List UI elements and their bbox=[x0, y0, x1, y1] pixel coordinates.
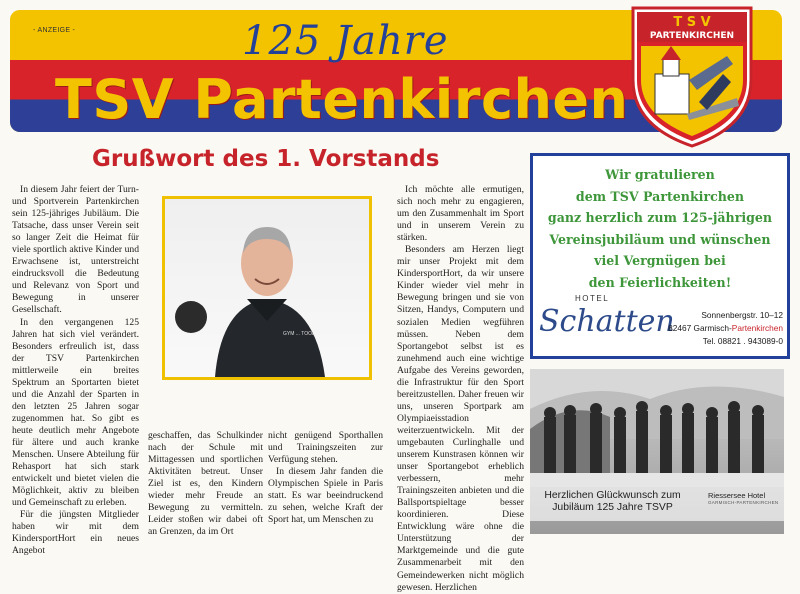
portrait-photo bbox=[162, 196, 372, 380]
club-name-headline: TSV Partenkirchen bbox=[55, 68, 629, 131]
article-paragraph: In den vergangenen 125 Jahren hat sich viel verändert. Besonders erfreulich ist, dass der TSV Partenkirchen mittlerweile ein breites Spektrum an Sportarten bietet und die Anzahl der Sparten in den letzten 25 Jahren sogar zugenommen hat. So gibt es heute deutlich mehr Angebote für ältere und auch kranke Menschen. Unsere Abteilung für Rehasport hat sich stark entwickelt und bietet vielen die Möglichkeit, aktiv zu bleiben und Gemeinschaft zu erleben. bbox=[12, 316, 139, 509]
article-column-4 bbox=[397, 184, 524, 594]
hotel-address bbox=[653, 309, 783, 347]
hotel-schatten-ad bbox=[530, 153, 790, 359]
hotel-street: Sonnenbergstr. 10–12 bbox=[701, 310, 783, 320]
club-crest-icon bbox=[627, 2, 757, 150]
jubilee-headline: 125 Jahre bbox=[242, 18, 449, 64]
hotel-city-highlight: Partenkirchen bbox=[731, 322, 783, 333]
article-paragraph: In diesem Jahr feiert der Turn- und Sportverein Partenkirchen sein 125-jähriges Jubiläum. Die Tatsache, dass unser Verein seit so langer Zeit die Heimat für viele sportlich aktive Kinder und Erwachsene ist, unterstreicht eindrucksvoll die Bedeutung und Relevanz von Sport und Bewegung in unserer Gesellschaft. bbox=[12, 184, 139, 316]
crest-letters: T S V bbox=[673, 15, 711, 30]
hotel-phone: Tel. 08821 . 943089-0 bbox=[702, 335, 783, 346]
portrait-photo-frame bbox=[152, 196, 377, 380]
article-paragraph: Besonders am Herzen liegt mir unser Projekt mit dem KindersportHort, da wir unsere Kinder wieder viel mehr in Bewegung bringen und sie von Sitzen, Handys, Computern und sozialen Medien wegführen müssen. Neben dem Sportangebot selbst ist es zunehmend auch eine wichtige Aufgabe des Vereins geworden, die Infrastruktur für den Sport bereitzustellen. Daher freuen wir uns, unseren Sportpark am Olympiaeisstadion weiterzuentwickeln. Mit der umgebauten Curlinghalle und unserem Kunstrasen können wir unser Sportangebot erheblich verbessern, mehr Trainingszeiten anbieten und die Ballsportspieltage besser koordinieren. Diese Entwicklung wäre ohne die Unterstützung der Marktgemeinde und die gute Zusammenarbeit mit den Gemeindewerken nicht möglich gewesen. Herzlichen bbox=[397, 244, 524, 593]
riessersee-logo bbox=[708, 491, 784, 505]
ad-label: - ANZEIGE - bbox=[33, 27, 76, 34]
hotel-city-prefix: 82467 Garmisch- bbox=[668, 322, 732, 333]
hotel-city bbox=[653, 322, 783, 335]
riessersee-brand-sub: GARMISCH-PARTENKIRCHEN bbox=[708, 500, 779, 505]
crest-name: PARTENKIRCHEN bbox=[649, 31, 735, 41]
article-paragraph: geschaffen, das Schulkinder nach der Schule mit Mittagessen und sportlichen Aktivitäten betreut. Unser Ziel ist es, den Kindern wieder mehr Freude an Bewegung zu vermitteln. Leider stoßen wir dabei oft an Grenzen, da im Ort bbox=[148, 430, 263, 538]
hotel-label: HOTEL bbox=[575, 294, 610, 303]
riessersee-hotel-ad bbox=[530, 369, 784, 534]
article-paragraph: Für die jüngsten Mitglieder haben wir mit dem KindersportHort ein neues Angebot bbox=[12, 509, 139, 557]
riessersee-congratulation: Herzlichen Glückwunsch zum Jubiläum 125 Jahre TSVP bbox=[544, 490, 681, 513]
shirt-logo-text: GYM ... TOOL bbox=[283, 331, 315, 337]
article-paragraph: Ich möchte alle ermutigen, sich noch mehr zu engagieren, um den Zusammenhalt im Sport und in unserem Verein zu stärken. bbox=[397, 184, 524, 244]
article-column-3 bbox=[268, 430, 383, 526]
hotel-logo: Schatten bbox=[539, 304, 675, 339]
riessersee-brand-name: Riessersee Hotel bbox=[708, 491, 766, 500]
article-paragraph: nicht genügend Sporthallen und Trainingszeiten zur Verfügung stehen. bbox=[268, 430, 383, 466]
article-paragraph: In diesem Jahr fanden die Olympischen Spiele in Paris statt. Es war beeindruckend zu sehen, welche Kraft der Sport hat, um Menschen zu bbox=[268, 466, 383, 526]
congratulation-message: Wir gratulieren dem TSV Partenkirchen ganz herzlich zum 125-jährigen Vereinsjubiläum und wünschen viel Vergnügen bei den Feierlichkeiten! bbox=[547, 167, 773, 290]
article-column-1 bbox=[12, 184, 139, 557]
article-title: Grußwort des 1. Vorstands bbox=[92, 146, 440, 172]
article-column-2 bbox=[148, 430, 263, 538]
